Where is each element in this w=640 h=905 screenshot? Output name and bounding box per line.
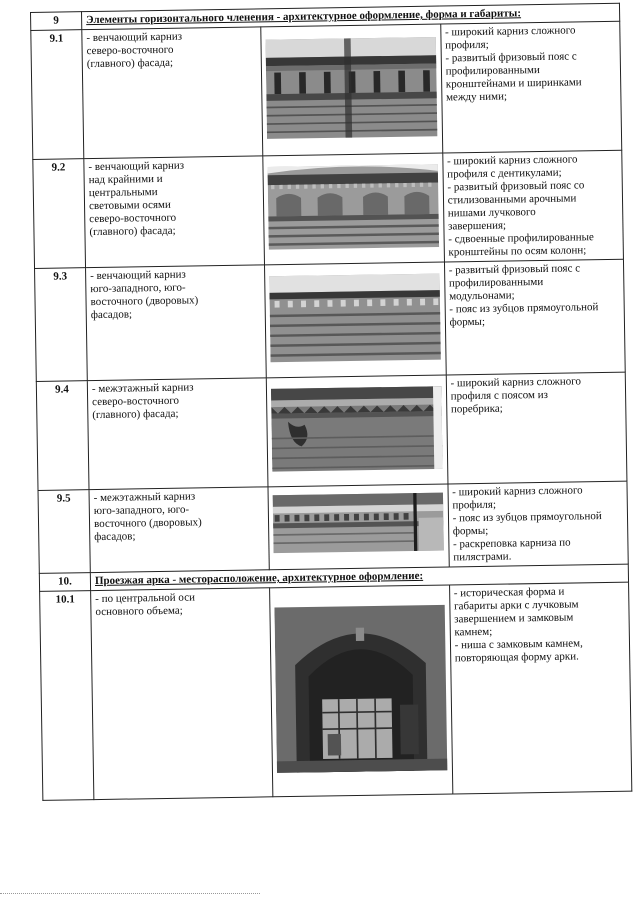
element-line: над крайними и [88,172,163,187]
photo-cell [270,585,453,797]
element-line: восточного (дворовых) [93,516,202,531]
section-number: 10. [39,573,90,592]
desc-line: повторяющая форму арки. [454,650,579,665]
cornice-photo-9-1 [266,27,438,150]
element-name [86,265,267,381]
table-row [31,21,622,159]
element-line: юго-западного, юго- [90,281,186,296]
desc-line: - широкий карниз сложного [452,484,583,499]
desc-line: габариты арки с лучковым [453,598,579,613]
desc-line: стилизованными арочными [447,192,577,207]
desc-line: профилированными [448,275,544,290]
desc-line: - пояс из зубцов прямоугольной [449,301,599,316]
cornice-photo-9-2 [268,156,440,259]
description [446,372,627,484]
element-line: - межэтажный карниз [91,381,194,396]
desc-line: - раскреповка карниза по [452,536,571,551]
desc-line: - широкий карниз сложного [444,24,576,39]
desc-line: - развитый фризовый пояс с [445,50,577,65]
element-line: - венчающий карниз [88,159,185,174]
desc-line: - широкий карниз сложного [450,375,582,390]
desc-line: кронштейны по осям колонн; [448,244,587,259]
photo-cell [267,375,448,487]
row-number: 9.3 [35,268,88,382]
cornice-photo-9-3 [269,265,441,372]
photo-cell [263,153,444,265]
desc-line: завершения; [447,219,507,233]
desc-line: профилированными [445,63,540,78]
table-row [36,372,627,490]
element-name [91,588,274,800]
row-number: 9.4 [36,381,89,491]
table-row [33,150,624,268]
desc-line: профиля с дентикулами; [447,166,562,181]
section-title: Элементы горизонтального членения - архитектурное оформление, форма и габариты: [82,3,620,29]
arch-photo-10-1 [274,588,447,791]
element-line: световыми осями [88,198,171,213]
desc-line: - развитый фризовый пояс со [447,179,585,194]
description [442,150,623,262]
row-number: 9.1 [31,30,84,160]
description [440,21,621,153]
table-row [35,259,626,381]
row-number: 9.5 [38,490,90,574]
element-line: восточного (дворовых) [90,294,199,309]
element-line: фасадов; [90,308,133,322]
element-line: основного объема; [95,604,183,619]
description [448,481,629,567]
table-row [38,481,628,573]
element-line: северо-восточного [92,394,180,409]
element-line: (главного) фасада; [92,407,179,422]
desc-line: модульонами; [449,289,515,303]
element-line: фасадов; [94,530,136,544]
footer-rule [0,893,260,895]
desc-line: - историческая форма и [453,585,565,600]
desc-line: камнем; [454,625,493,639]
photo-cell [265,262,446,378]
desc-line: - сдвоенные профилированные [448,231,594,246]
element-line: - по центральной оси [95,591,196,606]
element-line: (главного) фасада; [86,56,174,71]
photo-cell [268,484,449,570]
section-title: Проезжая арка - месторасположение, архитектурное оформление: [90,564,628,590]
element-name [84,156,265,268]
element-line: северо-восточного [86,43,174,58]
desc-line: - широкий карниз сложного [446,153,578,168]
desc-line: профиля; [445,38,489,52]
desc-line: профиля с поясом из [450,388,549,403]
row-number: 10.1 [40,591,94,801]
desc-line: нишами лучкового [447,206,536,220]
element-line: - межэтажный карниз [93,490,196,505]
element-line: - венчающий карниз [90,268,186,283]
table-row [40,582,632,800]
monument-elements-table [30,3,632,801]
desc-line: кронштейнами и ширинками [445,76,582,91]
description [449,582,632,794]
document-table-wrapper [30,3,633,852]
element-line: (главного) фасада; [89,224,176,239]
photo-cell [261,24,442,156]
desc-line: - пояс из зубцов прямоугольной [452,510,602,525]
description [444,259,625,375]
desc-line: между ними; [445,90,508,104]
desc-line: поребрика; [450,402,503,416]
desc-line: формы; [449,315,486,329]
desc-line: пилястрами. [453,550,512,564]
desc-line: - развитый фризовый пояс с [448,262,581,277]
element-line: северо-восточного [89,211,177,226]
section-number: 9 [31,12,82,31]
element-line: - венчающий карниз [86,30,183,45]
element-name [87,378,268,490]
desc-line: формы; [452,524,489,538]
element-name [89,487,270,573]
cornice-photo-9-5 [273,487,444,560]
element-line: центральными [88,186,158,200]
desc-line: завершением и замковым [454,611,574,626]
cornice-photo-9-4 [271,378,443,481]
row-number: 9.2 [33,159,86,269]
desc-line: профиля; [452,498,497,512]
desc-line: - ниша с замковым камнем, [454,637,583,652]
element-line: юго-западного, юго- [93,503,190,518]
element-name [82,27,263,159]
